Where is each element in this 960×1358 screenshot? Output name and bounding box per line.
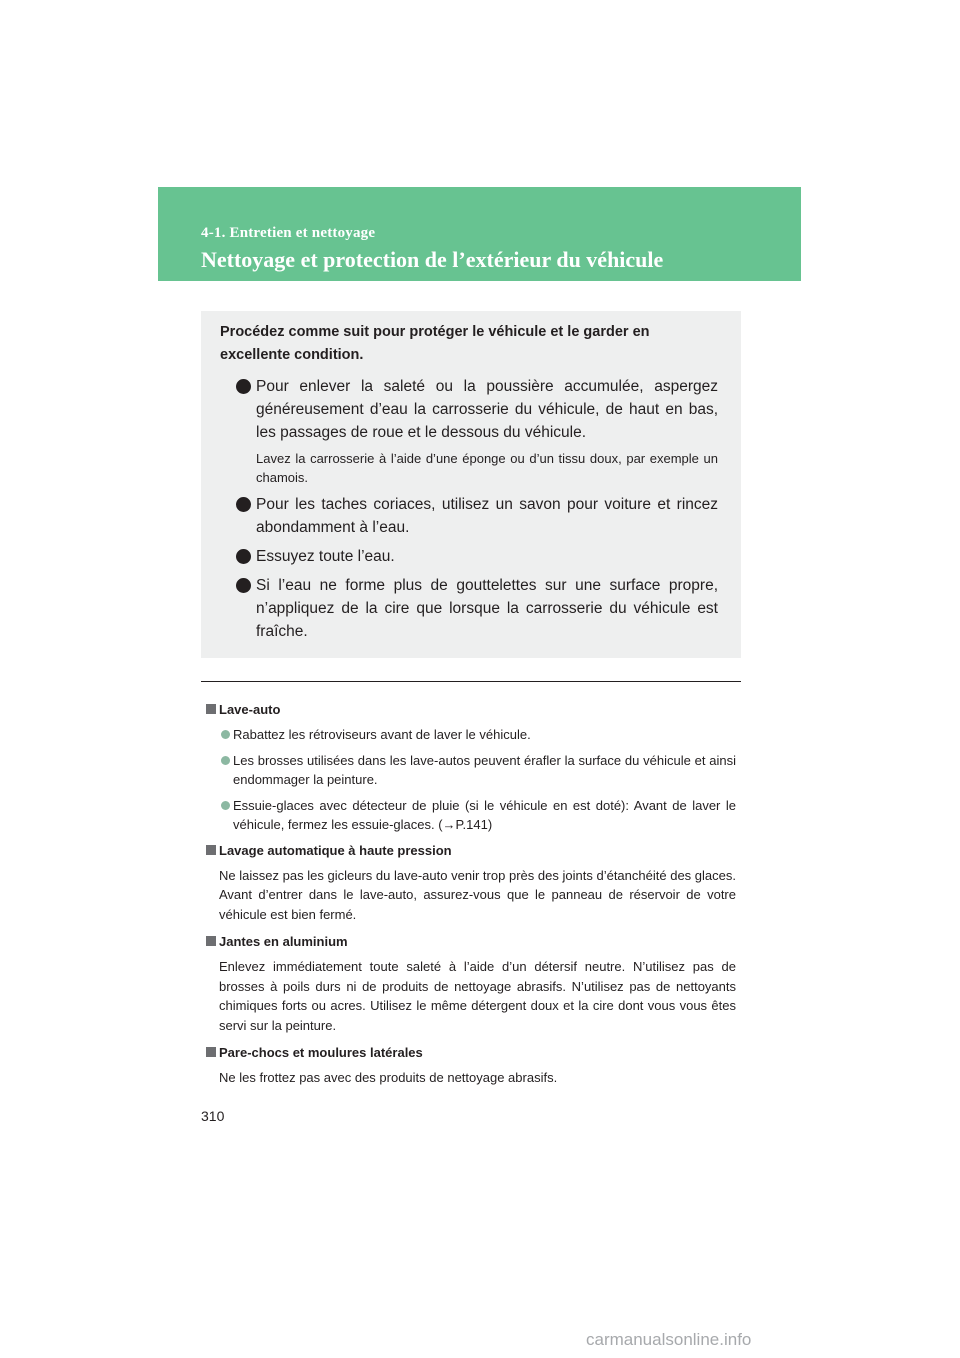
- list-item-text: Les brosses utilisées dans les lave-autos peuvent érafler la surface du véhicule et ainsi endommager la peinture.: [233, 752, 736, 787]
- note-heading: [206, 700, 736, 719]
- watermark: carmanualsonline.info: [586, 1330, 752, 1349]
- square-bullet-icon: [206, 845, 216, 855]
- intro-box: [201, 311, 741, 658]
- note-paragraph: Ne laissez pas les gicleurs du lave-auto venir trop près des joints d’étanchéité des glaces. Avant d’entrer dans le lave-auto, assurez-vous que le panneau de réservoir de votre véhicule est bien fermé.: [219, 867, 736, 922]
- note-heading: [206, 841, 736, 860]
- intro-step-text: Pour les taches coriaces, utilisez un savon pour voiture et rincez abondamment à l’eau.: [256, 496, 718, 536]
- bullet-icon: [236, 497, 251, 512]
- intro-steps: [220, 375, 718, 643]
- page-title: Nettoyage et protection de l’extérieur du véhicule: [201, 247, 664, 272]
- note-heading-text: Lavage automatique à haute pression: [219, 842, 452, 858]
- note-heading-text: Jantes en aluminium: [219, 934, 348, 949]
- intro-step-text: Pour enlever la saleté ou la poussière accumulée, aspergez généreusement d’eau la carrosserie du véhicule, de haut en bas, les passages de roue et le dessous du véhicule.: [256, 378, 718, 441]
- note-heading: [206, 1043, 736, 1062]
- note-heading-text: Lave-auto: [219, 702, 281, 717]
- section-divider: [201, 681, 741, 682]
- intro-text: Procédez comme suit pour protéger le véhicule et le garder en excellente condition.: [220, 324, 650, 363]
- list-item-text: Essuie-glaces avec détecteur de pluie (si le véhicule en est doté): Avant de laver le véhicule, fermez les essuie-glaces. (→P.141): [233, 797, 736, 832]
- bullet-icon: [236, 379, 251, 394]
- intro-step: [220, 574, 718, 643]
- note-list: [206, 725, 736, 835]
- list-item: [206, 751, 736, 790]
- bullet-icon: [221, 730, 230, 739]
- bullet-icon: [221, 756, 230, 765]
- note-paragraph: Enlevez immédiatement toute saleté à l’aide d’un détersif neutre. N’utilisez pas de brosses à poils durs ni de produits de nettoyage abrasifs. N’utilisez pas de nettoyants chimiques forts ou acres. Utilisez le même détergent doux et la cire dont vous vous êtes servi sur la peinture.: [219, 959, 736, 1033]
- list-item: [206, 725, 736, 745]
- section-header-band: [158, 187, 801, 281]
- intro-step-note: Lavez la carrosserie à l’aide d’une éponge ou d’un tissu doux, par exemple un chamois.: [256, 451, 718, 485]
- note-paragraph: Ne les frottez pas avec des produits de nettoyage abrasifs.: [219, 1070, 558, 1085]
- list-item: [206, 796, 736, 835]
- square-bullet-icon: [206, 1047, 216, 1057]
- list-item-text: Rabattez les rétroviseurs avant de laver le véhicule.: [233, 727, 531, 742]
- intro-step: [220, 545, 718, 568]
- bullet-icon: [236, 578, 251, 593]
- intro-step: [220, 493, 718, 539]
- intro-step-text: Essuyez toute l’eau.: [256, 548, 395, 565]
- bullet-icon: [221, 801, 230, 810]
- intro-step-text: Si l’eau ne forme plus de gouttelettes sur une surface propre, n’appliquez de la cire que lorsque la carrosserie du véhicule est fraîche.: [256, 577, 718, 640]
- bullet-icon: [236, 549, 251, 564]
- intro-step: [220, 375, 718, 487]
- square-bullet-icon: [206, 704, 216, 714]
- notes-section: [206, 700, 736, 1096]
- note-heading-text: Pare-chocs et moulures latérales: [219, 1045, 423, 1060]
- square-bullet-icon: [206, 936, 216, 946]
- note-heading: [206, 932, 736, 951]
- section-label: 4-1. Entretien et nettoyage: [201, 225, 376, 241]
- page-number: 310: [201, 1108, 225, 1124]
